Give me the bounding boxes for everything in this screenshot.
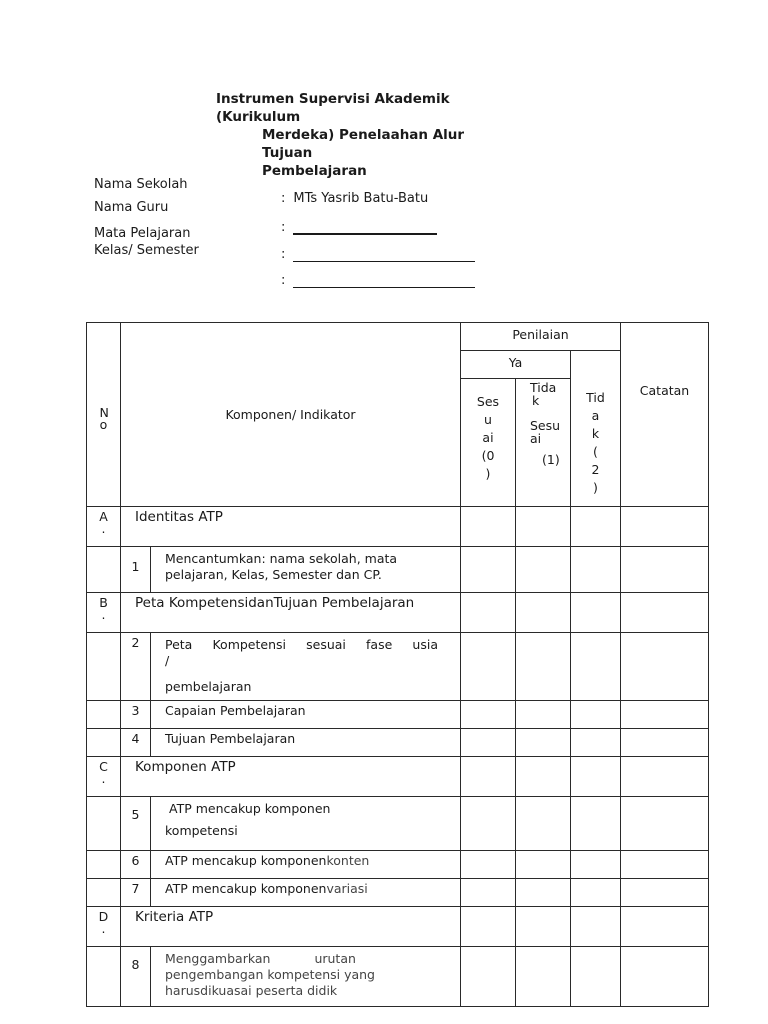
item-text: Mencantumkan: nama sekolah, mata pelajaran, Kelas, Semester dan CP. [151,547,461,593]
score-cell-2[interactable] [571,593,621,633]
header-assessment: Penilaian [461,323,621,351]
school-value: MTs Yasrib Batu-Batu [293,191,429,206]
header-no: N o [87,323,121,507]
item-text: ATP mencakup komponenvariasi [151,879,461,907]
title-line-2: Merdeka) Penelaahan Alur Tujuan [262,127,465,161]
notes-cell[interactable] [621,797,709,851]
header-tidak-sesuai: Tida k Sesu ai (1) [516,379,571,507]
score-cell-0[interactable] [461,547,516,593]
score-cell-2[interactable] [571,879,621,907]
score-cell-0[interactable] [461,851,516,879]
score-cell-0[interactable] [461,907,516,947]
notes-cell[interactable] [621,907,709,947]
section-row-c [87,757,709,797]
table-row [87,797,709,851]
item-text: ATP mencakup komponen kompetensi [151,797,461,851]
score-cell-2[interactable] [571,633,621,701]
score-cell-2[interactable] [571,947,621,1007]
score-cell-0[interactable] [461,507,516,547]
colon: : [281,273,286,288]
header-notes: Catatan [621,323,709,507]
score-cell-0[interactable] [461,947,516,1007]
score-cell-0[interactable] [461,701,516,729]
score-cell-2[interactable] [571,797,621,851]
item-text: ATP mencakup komponenkonten [151,851,461,879]
item-number: 7 [121,879,151,907]
item-number: 6 [121,851,151,879]
notes-cell[interactable] [621,507,709,547]
class-field[interactable] [281,273,475,288]
document-title [216,90,516,180]
title-line-3: Pembelajaran [262,163,367,179]
score-cell-1[interactable] [516,757,571,797]
section-letter: A . [87,507,121,547]
item-number: 3 [121,701,151,729]
score-cell-1[interactable] [516,507,571,547]
subject-field[interactable] [281,247,475,262]
header-component: Komponen/ Indikator [121,323,461,507]
notes-cell[interactable] [621,701,709,729]
table-row [87,547,709,593]
item-text: Menggambarkan urutan pengembangan kompetensi yang harusdikuasai peserta didik [151,947,461,1007]
teacher-blank-line [293,221,437,235]
score-cell-2[interactable] [571,507,621,547]
score-cell-2[interactable] [571,907,621,947]
teacher-field[interactable] [281,220,437,235]
score-cell-2[interactable] [571,729,621,757]
score-cell-1[interactable] [516,879,571,907]
item-text: Peta Kompetensi sesuai fase usia / pembelajaran [151,633,461,701]
score-cell-1[interactable] [516,851,571,879]
score-cell-1[interactable] [516,907,571,947]
title-line-1: Instrumen Supervisi Akademik (Kurikulum [216,91,450,125]
header-row [87,323,709,351]
item-number: 5 [121,797,151,851]
colon: : [281,220,286,235]
section-letter: B . [87,593,121,633]
score-cell-0[interactable] [461,879,516,907]
subject-blank-line [293,249,475,262]
item-number: 4 [121,729,151,757]
score-cell-0[interactable] [461,797,516,851]
school-label: Nama Sekolah [94,177,188,192]
table-row [87,879,709,907]
section-title: Identitas ATP [121,507,461,547]
table-row [87,701,709,729]
subject-label: Mata Pelajaran [94,226,191,241]
item-number: 8 [121,947,151,1007]
notes-cell[interactable] [621,879,709,907]
class-label: Kelas/ Semester [94,243,199,258]
score-cell-1[interactable] [516,729,571,757]
notes-cell[interactable] [621,633,709,701]
notes-cell[interactable] [621,851,709,879]
notes-cell[interactable] [621,947,709,1007]
header-yes: Ya [461,351,571,379]
section-title: Kriteria ATP [121,907,461,947]
section-title: Komponen ATP [121,757,461,797]
table-row [87,851,709,879]
score-cell-2[interactable] [571,851,621,879]
school-field [281,191,428,206]
score-cell-0[interactable] [461,593,516,633]
score-cell-0[interactable] [461,729,516,757]
score-cell-1[interactable] [516,701,571,729]
section-row-a [87,507,709,547]
supervision-table [86,322,709,1007]
score-cell-2[interactable] [571,547,621,593]
table-row [87,947,709,1007]
score-cell-1[interactable] [516,547,571,593]
header-tidak: Tid a k ( 2 ) [571,351,621,507]
score-cell-1[interactable] [516,593,571,633]
notes-cell[interactable] [621,593,709,633]
item-number: 1 [121,547,151,593]
notes-cell[interactable] [621,729,709,757]
score-cell-0[interactable] [461,633,516,701]
score-cell-1[interactable] [516,633,571,701]
section-letter: C . [87,757,121,797]
header-sesuai: Ses u ai (0 ) [461,379,516,507]
score-cell-1[interactable] [516,947,571,1007]
notes-cell[interactable] [621,547,709,593]
item-text: Capaian Pembelajaran [151,701,461,729]
score-cell-1[interactable] [516,797,571,851]
colon: : [281,247,286,262]
section-letter: D . [87,907,121,947]
item-number: 2 [121,633,151,701]
score-cell-2[interactable] [571,701,621,729]
section-row-b [87,593,709,633]
item-text: Tujuan Pembelajaran [151,729,461,757]
notes-cell[interactable] [621,757,709,797]
teacher-label: Nama Guru [94,200,169,215]
table-row [87,729,709,757]
score-cell-0[interactable] [461,757,516,797]
section-row-d [87,907,709,947]
colon: : [281,191,286,206]
section-title: Peta KompetensidanTujuan Pembelajaran [121,593,461,633]
class-blank-line [293,275,475,288]
table-row [87,633,709,701]
score-cell-2[interactable] [571,757,621,797]
